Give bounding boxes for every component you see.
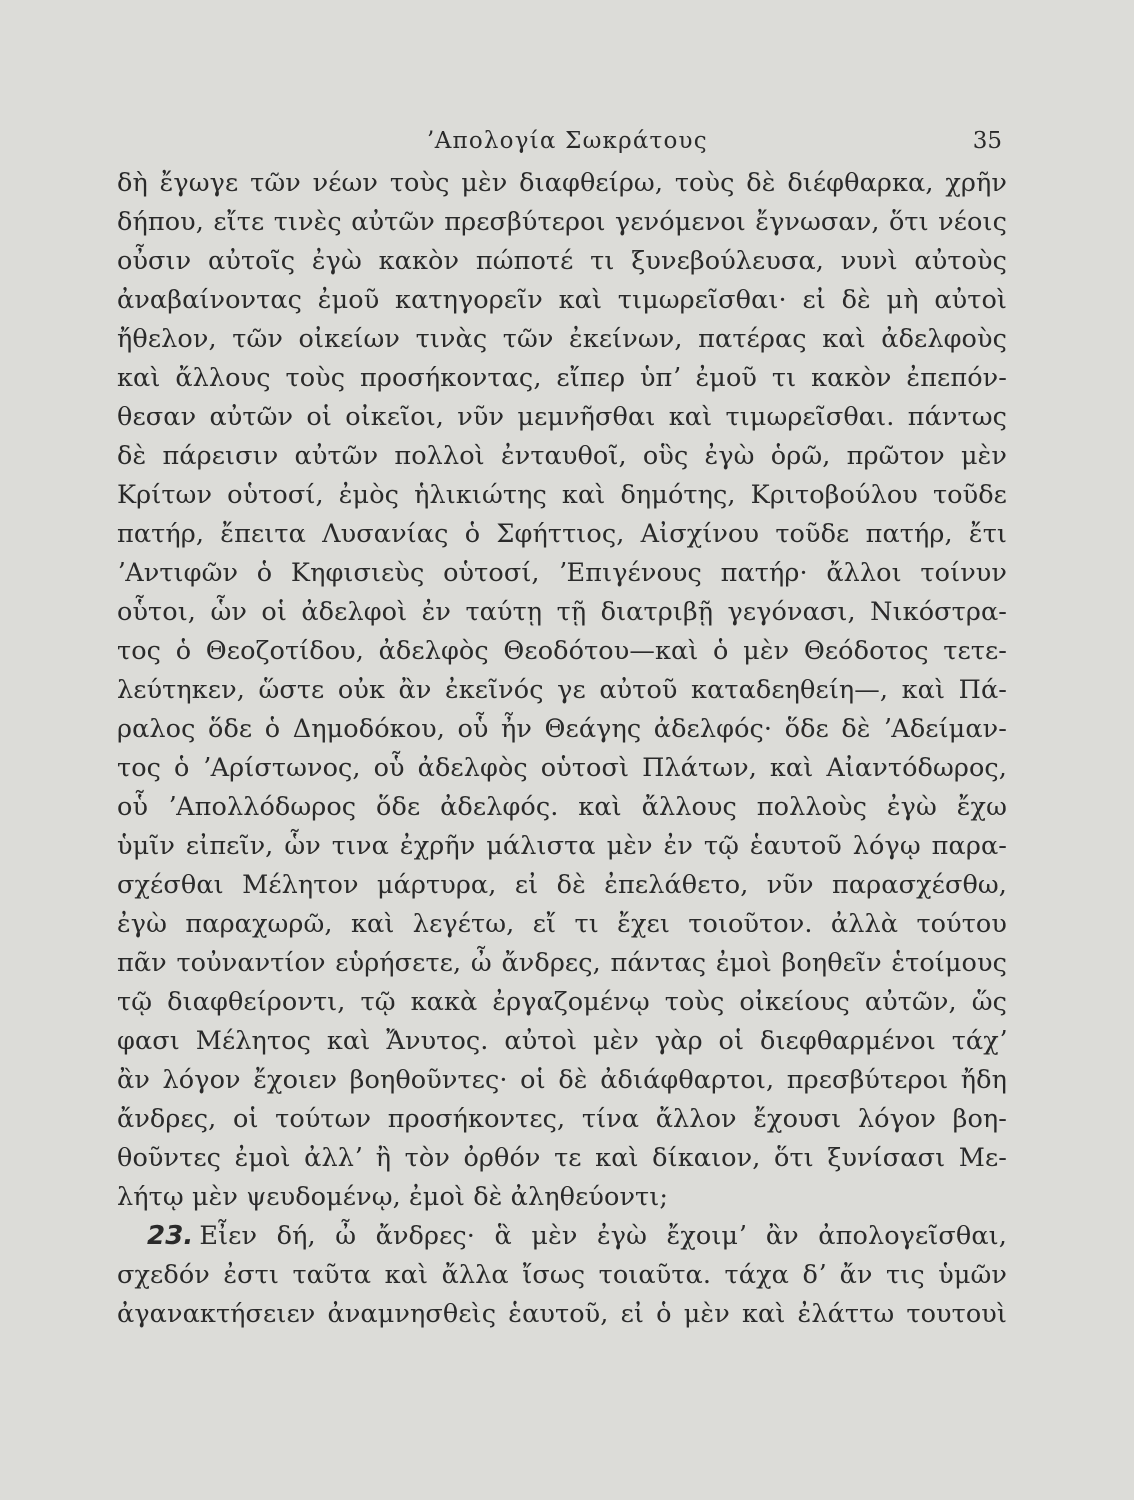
body-text xyxy=(117,164,1007,1334)
text-line: τος ὁ Θεοζοτίδου, ἀδελφὸς Θεοδότου—καὶ ὁ μὲν Θεόδοτος τετε- xyxy=(117,636,1007,666)
text-line: τῷ διαφθείροντι, τῷ κακὰ ἐργαζομένῳ τοὺς οἰκείους αὐτῶν, ὥς xyxy=(117,987,1007,1017)
text-line: σχεδόν ἐστι ταῦτα καὶ ἄλλα ἴσως τοιαῦτα. τάχα δʼ ἄν τις ὑμῶν xyxy=(117,1260,1007,1290)
text-line: οὖσιν αὐτοῖς ἐγὼ κακὸν πώποτέ τι ξυνεβούλευσα, νυνὶ αὐτοὺς xyxy=(117,246,1007,276)
text-line: ραλος ὅδε ὁ Δημοδόκου, οὗ ἦν Θεάγης ἀδελφός· ὅδε δὲ ʼΑδείμαν- xyxy=(117,714,1007,744)
section-first-line-text: Εἶεν δή, ὦ ἄνδρες· ἃ μὲν ἐγὼ ἔχοιμʼ ἂν ἀπολογεῖσθαι, xyxy=(199,1221,1007,1251)
text-line: ἀγανακτήσειεν ἀναμνησθεὶς ἑαυτοῦ, εἰ ὁ μὲν καὶ ἐλάττω τουτουὶ xyxy=(117,1299,1007,1329)
page-title: ʼΑπολογία Σωκράτους xyxy=(426,128,708,154)
text-line: οὗτοι, ὧν οἱ ἀδελφοὶ ἐν ταύτῃ τῇ διατριβῇ γεγόνασι, Νικόστρα- xyxy=(117,597,1007,627)
text-line: ὑμῖν εἰπεῖν, ὧν τινα ἐχρῆν μάλιστα μὲν ἐν τῷ ἑαυτοῦ λόγῳ παρα- xyxy=(117,831,1007,861)
text-line: ἐγὼ παραχωρῶ, καὶ λεγέτω, εἴ τι ἔχει τοιοῦτον. ἀλλὰ τούτου xyxy=(117,909,1007,939)
text-line: Κρίτων οὑτοσί, ἐμὸς ἡλικιώτης καὶ δημότης, Κριτοβούλου τοῦδε xyxy=(117,480,1007,510)
text-line: πᾶν τοὐναντίον εὑρήσετε, ὦ ἄνδρες, πάντας ἐμοὶ βοηθεῖν ἑτοίμους xyxy=(117,948,1007,978)
text-line: δὴ ἔγωγε τῶν νέων τοὺς μὲν διαφθείρω, τοὺς δὲ διέφθαρκα, χρῆν xyxy=(117,168,1007,198)
text-line: θοῦντες ἐμοὶ ἀλλʼ ἢ τὸν ὀρθόν τε καὶ δίκαιον, ὅτι ξυνίσασι Με- xyxy=(117,1143,1007,1173)
text-line: καὶ ἄλλους τοὺς προσήκοντας, εἴπερ ὑπʼ ἐμοῦ τι κακὸν ἐπεπόν- xyxy=(117,363,1007,393)
text-line: τος ὁ ʼΑρίστωνος, οὗ ἀδελφὸς οὑτοσὶ Πλάτων, καὶ Αἰαντόδωρος, xyxy=(117,753,1007,783)
text-line: ἤθελον, τῶν οἰκείων τινὰς τῶν ἐκείνων, πατέρας καὶ ἀδελφοὺς xyxy=(117,324,1007,354)
running-head xyxy=(0,120,1134,160)
text-line: λεύτηκεν, ὥστε οὐκ ἂν ἐκεῖνός γε αὐτοῦ καταδεηθείη—, καὶ Πά- xyxy=(117,675,1007,705)
text-line: οὗ ʼΑπολλόδωρος ὅδε ἀδελφός. καὶ ἄλλους πολλοὺς ἐγὼ ἔχω xyxy=(117,792,1007,822)
text-line: ἀναβαίνοντας ἐμοῦ κατηγορεῖν καὶ τιμωρεῖσθαι· εἰ δὲ μὴ αὐτοὶ xyxy=(117,285,1007,315)
paragraph-end-line: λήτῳ μὲν ψευδομένῳ, ἐμοὶ δὲ ἀληθεύοντι; xyxy=(117,1182,669,1212)
text-line: ʼΑντιφῶν ὁ Κηφισιεὺς οὑτοσί, ʼΕπιγένους πατήρ· ἄλλοι τοίνυν xyxy=(117,558,1007,588)
page-number: 35 xyxy=(972,128,1002,154)
text-line: ἄνδρες, οἱ τούτων προσήκοντες, τίνα ἄλλον ἔχουσι λόγον βοη- xyxy=(117,1104,1007,1134)
section-number: 23. xyxy=(147,1221,194,1251)
text-line: θεσαν αὐτῶν οἱ οἰκεῖοι, νῦν μεμνῆσθαι καὶ τιμωρεῖσθαι. πάντως xyxy=(117,402,1007,432)
text-line: πατήρ, ἔπειτα Λυσανίας ὁ Σφήττιος, Αἰσχίνου τοῦδε πατήρ, ἔτι xyxy=(117,519,1007,549)
text-line: σχέσθαι Μέλητον μάρτυρα, εἰ δὲ ἐπελάθετο, νῦν παρασχέσθω, xyxy=(117,870,1007,900)
text-line: ἂν λόγον ἔχοιεν βοηθοῦντες· οἱ δὲ ἀδιάφθαρτοι, πρεσβύτεροι ἤδη xyxy=(117,1065,1007,1095)
text-line: δὲ πάρεισιν αὐτῶν πολλοὶ ἐνταυθοῖ, οὓς ἐγὼ ὁρῶ, πρῶτον μὲν xyxy=(117,441,1007,471)
text-line: δήπου, εἴτε τινὲς αὐτῶν πρεσβύτεροι γενόμενοι ἔγνωσαν, ὅτι νέοις xyxy=(117,207,1007,237)
section-first-line xyxy=(117,1217,1007,1256)
text-line: φασι Μέλητος καὶ Ἄνυτος. αὐτοὶ μὲν γὰρ οἱ διεφθαρμένοι τάχʼ xyxy=(117,1026,1007,1056)
